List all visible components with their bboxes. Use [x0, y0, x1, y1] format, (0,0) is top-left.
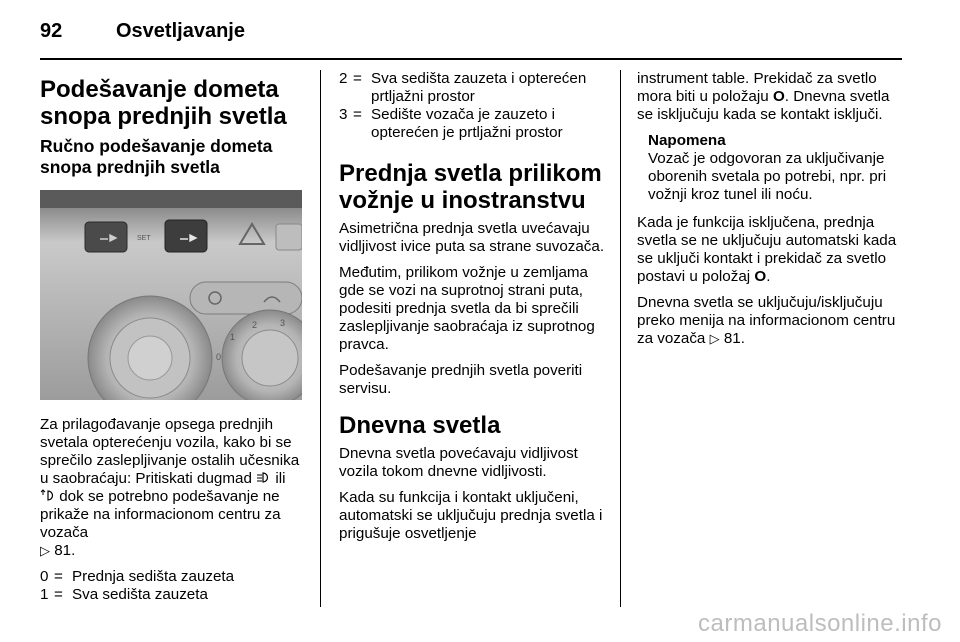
subsection-title-manual-range: Ručno podešavanje dometa snopa prednjih svetla — [40, 136, 273, 177]
column-2 — [339, 70, 605, 551]
daytime-paragraph-5: Dnevna svetla se uključuju/isključuju preko menija na informacionom centru za vozača ▷ 81. — [637, 294, 896, 347]
column-1 — [40, 70, 302, 604]
switch-position-symbol: O — [772, 88, 785, 105]
watermark: carmanualsonline.info — [698, 610, 942, 637]
note-title: Napomena — [648, 132, 726, 149]
dashboard-photo — [40, 190, 302, 400]
section-title-abroad: Prednja svetla prilikom vožnje u inostranstvu — [339, 160, 602, 214]
note-block — [648, 132, 905, 204]
column-divider — [320, 70, 321, 607]
headlamp-down-button — [85, 222, 127, 252]
header-rule — [40, 58, 902, 60]
daytime-paragraph-3: instrument table. Prekidač za svetlo mora biti u položaju O. Dnevna svetla se isključuju kada se kontakt isključi. — [637, 70, 890, 123]
legend-item: 3 = Sedište vozača je zauzeto i opterećen je prtljažni prostor — [339, 106, 563, 141]
range-adjust-paragraph — [40, 416, 302, 560]
range-text-1: Za prilagođavanje opsega prednjih svetala opterećenju vozila, kako bi se sprečilo zaslepljivanje ostalih učesnika u saobraćaju: Pritiskati dugmad — [40, 416, 300, 487]
legend-list-continued — [339, 70, 605, 142]
switch-position-symbol: O — [754, 268, 767, 285]
column-3 — [637, 70, 905, 356]
daytime-paragraph-2: Kada su funkcija i kontakt uključeni, automatski se uključuju prednja svetla i prigušuje osvetljenje — [339, 489, 603, 542]
dial-label-2: 2 — [252, 320, 258, 330]
headlamp-range-up-icon — [40, 489, 55, 502]
set-label: SET — [137, 235, 151, 242]
legend-list — [40, 568, 302, 604]
daytime-paragraph-4: Kada je funkcija isključena, prednja svetla se ne uključuju automatski kada se uključi kontakt i prekidač za svetlo postavi u položaj O. — [637, 214, 897, 285]
legend-item: 0 = Prednja sedišta zauzeta — [40, 568, 235, 585]
legend-item: 2 = Sva sedišta zauzeta i opterećen prtljažni prostor — [339, 70, 587, 105]
abroad-paragraph-1: Asimetrična prednja svetla uvećavaju vidljivost ivice puta sa strane suvozača. — [339, 220, 605, 255]
page-number: 92 — [40, 20, 63, 42]
page-ref-arrow-icon: ▷ — [40, 543, 50, 558]
page-ref-arrow-icon: ▷ — [709, 331, 720, 346]
section-title-headlight-range: Podešavanje dometa snopa prednjih svetla — [40, 76, 287, 130]
page-ref: 81. — [723, 330, 745, 347]
dial-label-1: 1 — [230, 332, 236, 342]
daytime-paragraph-1: Dnevna svetla povećavaju vidljivost vozila tokom dnevne vidljivosti. — [339, 445, 578, 480]
note-text: Vozač je odgovoran za uključivanje oborenih svetala po potrebi, npr. pri vožnji kroz tunel ili noću. — [648, 150, 887, 203]
range-text-2: dok se potrebno podešavanje ne prikaže na informacionom centru za vozača — [40, 488, 281, 541]
abroad-paragraph-3: Podešavanje prednjih svetla poveriti servisu. — [339, 362, 583, 397]
headlamp-up-button — [165, 220, 207, 252]
page-ref: 81. — [54, 542, 76, 559]
headlamp-range-down-icon — [256, 471, 271, 484]
chapter-title: Osvetljavanje — [116, 20, 245, 42]
range-text-or: ili — [275, 470, 286, 487]
column-divider — [620, 70, 621, 607]
section-title-daytime-lights: Dnevna svetla — [339, 412, 501, 439]
dial-label-0: 0 — [216, 352, 222, 362]
dial-label-3: 3 — [280, 318, 286, 328]
legend-item: 1 = Sva sedišta zauzeta — [40, 586, 208, 603]
abroad-paragraph-2: Međutim, prilikom vožnje u zemljama gde se vozi na suprotnoj strani puta, podesiti prednja svetla da bi sprečili zaslepljivanje saobraćaja iz suprotnog pravca. — [339, 264, 595, 353]
page-header — [40, 20, 922, 60]
dashboard-figure — [40, 190, 302, 400]
